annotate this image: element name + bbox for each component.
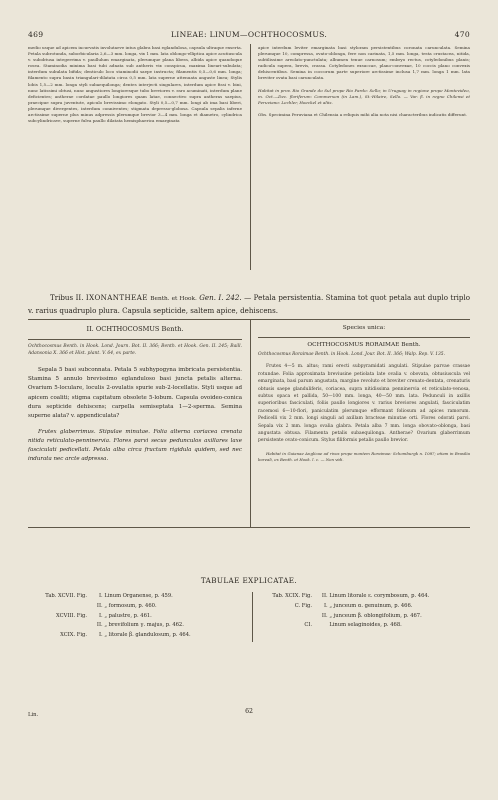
genus-column (28, 325, 242, 535)
page-number-left: 469 (28, 30, 44, 39)
species-column (258, 325, 470, 532)
tabula-item: XCVIII. Fig. I. „ palustre, p. 461. (56, 612, 152, 619)
signature-mark: Lin. (28, 712, 39, 718)
tribus-author: Benth. et Hook. (150, 296, 197, 302)
page-number-right: 470 (454, 30, 470, 39)
species-references: Ochthocosmus Roraimae Benth. in Hook. Lond. Jour. Bot. II. 366; Walp. Rep. V. 135. (258, 352, 445, 357)
top-right-text: apice interdum leviter emarginata basi styloram persistentibus coronata carunculata. Semina plerumque 10, compressa, ovato-oblonga, fere non carinata, 1,5 mm. longa, testa crustacea, nitida, subtilissime areolato-punctulata; albumen tenue carnosum; embryo rectus, cotyledonibus planis; radicula supera, brevis, crassa. Cotyledones exsuccae, plano-convexae, 10 coccis plano convexis dehiscentibus. Semina in coccorum parte superiore arctissime inclusa 1,7 mm. longa 1 mm. lata breviter ovata basi carunculata. (258, 45, 470, 81)
habitat-paragraph: Habitat in prov. Rio Grande do Sul prope Rio Pardo: Sello; in Uruguay in regione prope Montevideo, m. Oct.—Dec. floriferum: Commerson (in Lam.), St.-Hilaire, Sello. — Var. β. in regno Chilensi et Peruviano: Lechler, Hoeckel et aliis. (258, 87, 470, 105)
tabula-item: Tab. XCIX. Fig. II. Linum litorale ε. corymbosum, p. 464. (272, 593, 430, 599)
section-rule-top (28, 319, 470, 320)
tabula-item: II. „ junceum β. oblongifolium, p. 467. (321, 612, 422, 619)
observation-paragraph: Obs. Specimina Peruviana et Chilensia a reliquis mihi alia nota nisi characteribus indicatis differunt. (258, 111, 468, 117)
genus-title: II. OCHTHOCOSMUS Benth. (86, 325, 184, 333)
species-title: OCHTHOCOSMUS RORAIMAE Benth. (307, 342, 421, 348)
running-title: LINEAE: LINUM—OCHTHOCOSMUS. (170, 30, 328, 39)
column-divider-middle (250, 319, 251, 527)
tabula-item: Tab. XCVII. Fig. I. Linum Organense, p. 459. (45, 593, 173, 599)
tabula-item: CI. Linum selaginoides, p. 468. (304, 622, 402, 629)
tribus-text: — Petala persistentia. Stamina tot quot petala aut duplo triplo v. rarius quadruplo plura. Capsula septicide, saltem apice, dehiscens. (28, 293, 471, 315)
species-heading: Species unica: (342, 325, 386, 331)
species-habitat: Habitat in Guianae Anglicae ad rivos prope montem Roraimae: Schomburgk n. 1087; etiam in Brasilia boreali, ex Benth. et Hook. l. c. — Non vidi. (258, 450, 470, 462)
tabulae-title: TABULAE EXPLICATAE. (200, 576, 298, 585)
column-divider-tabulae (252, 592, 253, 642)
tribus-name: IXONANTHEAE (85, 293, 148, 302)
tabula-item: II. „ brevifolium γ. majus, p. 462. (96, 622, 184, 629)
tabula-item: XCIX. Fig. I. „ litorale β. glandulosum, p. 464. (60, 632, 191, 639)
tabula-item: C. Fig. I. „ junceum α. genuinum, p. 466. (294, 602, 413, 609)
tabulae-left-list (32, 592, 240, 641)
tribus-paragraph (28, 292, 470, 316)
tribus-roman: II. (75, 293, 84, 302)
tribus-prefix: Tribus (50, 293, 74, 302)
genus-references: Ochthocosmus Benth. in Hook. Lond. Journ. Bot. II. 366; Benth. et Hook. Gen. II. 245; Baill. Adansonia X. 366 et Hist. plant. V. 64, ex parte. (28, 344, 242, 356)
tabula-item: II. „ formosum, p. 460. (96, 602, 157, 609)
genus-description: Sepala 5 basi subconnata. Petala 5 subhypogyna imbricata persistentia. Stamina 5 annulo brevissimo eglanduloso basi juncta petalis alterna. Ovarium 5-loculare, loculis 2-ovulatis spurie sub-2-locellatis. Styli usque ad apicem coaliti; stigma capitatum obsolete 5-lobum. Capsula ovoideo-conica dura septicide dehiscens; carpella semiseptata 1—2-sperma. Semina superne alata? v. appendiculata? (28, 366, 242, 420)
section-rule-bottom (28, 527, 470, 528)
column-divider-top (250, 44, 251, 270)
top-right-column (258, 45, 470, 277)
tabulae-right-list (260, 592, 472, 631)
species-rule (258, 337, 470, 338)
species-description: Frutex 4—5 m. altus; rami erecti subpyramidati angulati. Stipulae parvae crassae rotundae. Folia approximata breviusine petiolata late ovalia v. obovata, obtusiuscula vel emarginata, basi parum angustata, margine revoluto et breviter crenato-dentata, crenaturis obtusis saepe glanduliferis, coriacea, supra nitidissima penninervia et reticulato-venosa, subtus opaca et pallida, 50—100 mm. longa, 40—50 mm. lata. Pedunculi in axillis superioribus fasciculati, foliis paullo longiores v. rarius breviores angulati, fasciculatim racemosi 6—10-flori, paniculatim plerumque efformant foliosum ad apices ramorum. Pedicelli vix 2 mm. longi singuli ad axillam bracteae minutae orti. Flores odorati parvi. Sepala vix 2 mm. longa ovalia glabra. Petala alba 7 mm. longa obovato-oblonga, basi angustata obtusa. Filamenta petalis subaequilonga. Antherae? Ovarium glaberrimum persistente ovato-conicum. Stylus filiformis petalis paullo brevior. (258, 364, 470, 444)
tribus-ref: Gen. I. 242. (199, 293, 242, 302)
genus-rule (28, 339, 242, 340)
genus-latin-description: Frutex glaberrimus. Stipulae minutae. Folia alterna coriacea crenata nitida reticulato-penninervia. Flores parvi secus pedunculos axillares laxe fasciculati pedicellati. Petala alba circa fructum rigidula quidem, sed nec indurata nec arcte adpressa. (28, 428, 242, 463)
top-left-column: medio usque ad apicem incurvatis involutaeve intus glabra basi eglandulosa, capsula ultraque exserta. Petala subrotunda, suborbicularia 2,6—3 mm. longa, vix 1 mm. lata oblongo-elliptica apice acutiuscula v. subobtusa integerrima v. paullulum emarginata, plerumque plana libera, albida apice quandoque rosea. Staminodia minima basi tubi adnata sub antheris vix conspicua, maxima lineari-subulata; interdum subulata bifida; denticulo loco staminodii saepe instructa; filamentis 0,5—0,6 mm. longa; filamento supra basin triangulari-dilatata circa 0,5 mm. lata superne attenuata anguste linea; Stylis lobis 1,5—2 mm. longa styli subaequilonga; dentes interjecti singulares, interdum apice fissi v. bini, nunc latissimi obtusi, nunc angustiores longioresque tubo breviores v. raro acuminati, interdum plane deficientes; antherae cordatae paullo longiores quam latae, connectivo supra antheras saepius, praecipue supra juventute, apiculo brevissimo elongato. Styli 0,5—0,7 mm. longi ab ima basi liberi, plerumque divergentes, interdum conniventes; stigmata depresso-globosa. Capsula sepalis inferne arctissime superne plus minus adpressis plerumque brevior 3—4 mm. longa et diametro, cylindrica subcylindricave, superne fulva paullo dilatata hemisphaerica emarginata (28, 45, 242, 124)
sheet-number: 62 (245, 708, 253, 715)
